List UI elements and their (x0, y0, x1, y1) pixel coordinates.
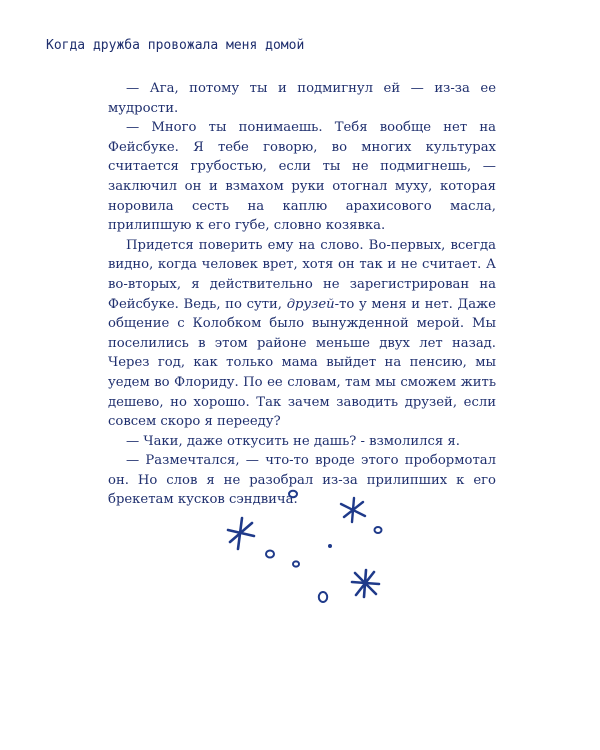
circle-icon (266, 551, 274, 558)
dot-icon (328, 544, 332, 548)
circle-icon (319, 592, 327, 602)
running-head: Когда дружба провожала меня домой (46, 38, 305, 53)
paragraph-3 (108, 236, 496, 432)
star-icon (352, 570, 379, 597)
star-icon (228, 518, 254, 549)
paragraph-3-start: Придется поверить ему на слово. Во-первых, всегда видно, когда человек врет, хотя он так и не считает. А во-вторых, я действительно не зарегистрирован на Фейсбуке. Ведь, по сути, (108, 237, 496, 312)
star-icon (341, 498, 365, 522)
body-text (108, 79, 496, 510)
paragraph-3-end: -то у меня и нет. Даже общение с Колобком было вынужденной мерой. Мы поселились в этом районе меньше двух лет назад. Через год, как только мама выйдет на пенсию, мы уедем во Флориду. По ее словам, там мы сможем жить дешево, но хорошо. Так зачем заводить друзей, если совсем скоро я перееду? (108, 296, 496, 430)
stars-and-circles-ornament (222, 484, 392, 614)
circle-icon (375, 527, 382, 533)
paragraph-1: — Ага, потому ты и подмигнул ей — из-за ее мудрости. (108, 81, 496, 116)
circle-icon (293, 561, 299, 566)
paragraph-4: — Чаки, даже откусить не дашь? - взмолился я. (126, 433, 460, 449)
circle-icon (289, 491, 297, 498)
emphasis-friends: друзей (286, 296, 335, 312)
paragraph-5: — Размечтался, — что-то вроде этого пробормотал он. Но слов я не разобрал из-за прилипших к его брекетам кусков сэндвича. (108, 453, 496, 508)
paragraph-2: — Много ты понимаешь. Тебя вообще нет на Фейсбуке. Я тебе говорю, во многих культурах считается грубостью, если ты не подмигнешь, — заключил он и взмахом руки отогнал муху, которая норовила сесть на каплю арахисового масла, прилипшую к его губе, словно козявка. (108, 120, 496, 234)
